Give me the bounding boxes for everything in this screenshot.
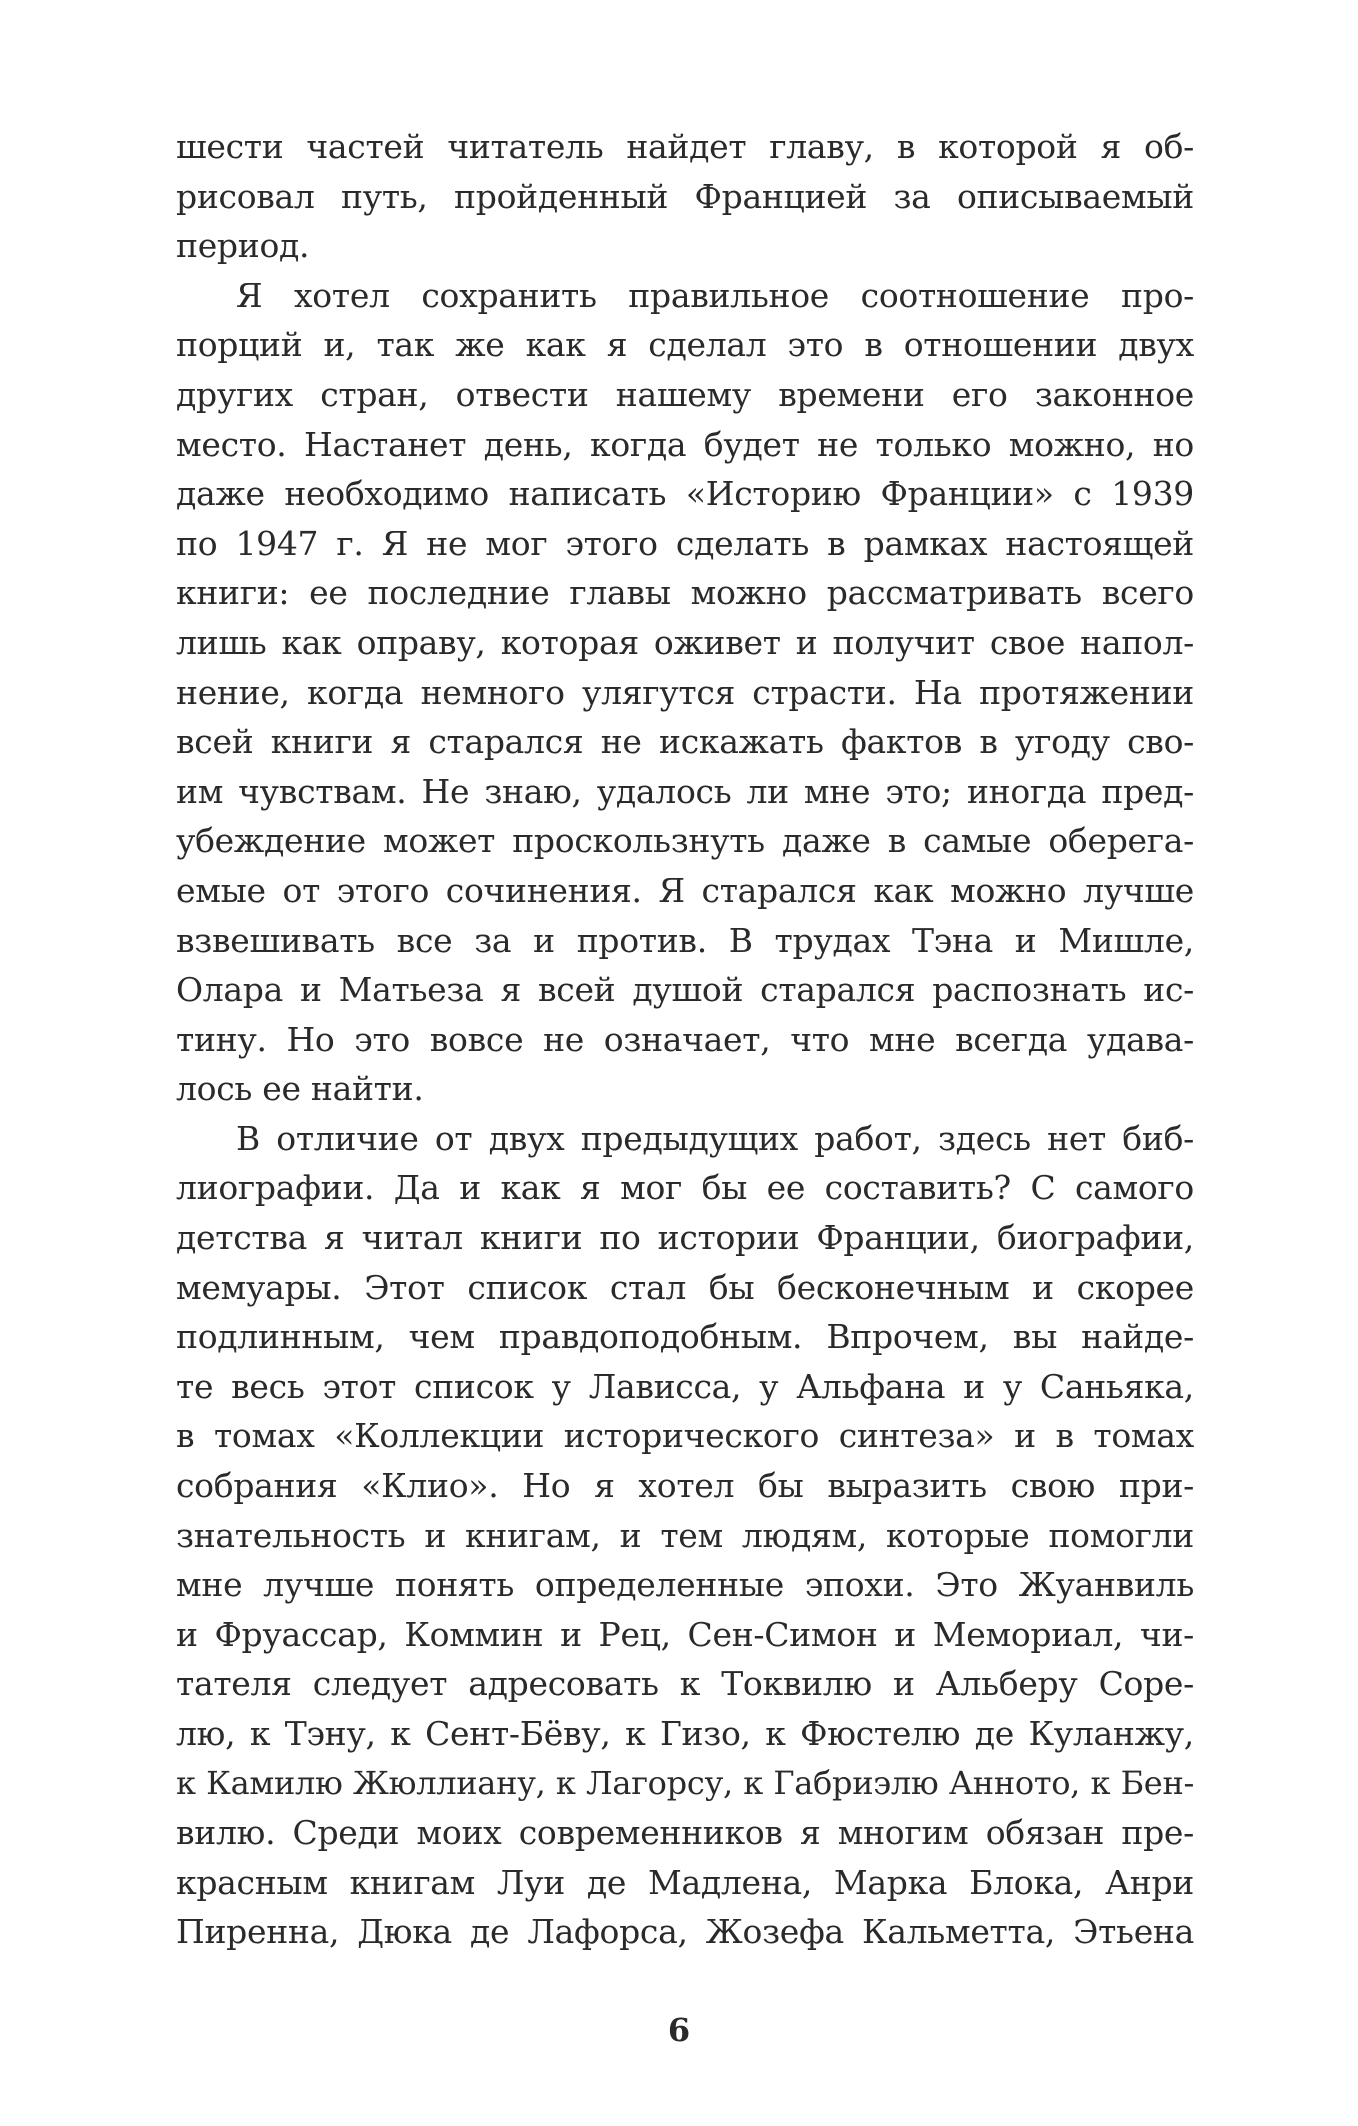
text-line: знательность и книгам, и тем людям, которые помогли [176, 1515, 1194, 1555]
text-line: собрания «Клио». Но я хотел бы выразить свою при- [176, 1466, 1194, 1506]
text-line: лиографии. Да и как я мог бы ее составить? С самого [176, 1168, 1194, 1208]
text-line: Пиренна, Дюка де Лафорса, Жозефа Кальметта, Этьена [176, 1912, 1194, 1952]
text-line: Я хотел сохранить правильное соотношение про- [236, 275, 1194, 315]
text-line: период. [176, 226, 310, 266]
text-line: лишь как оправу, которая оживет и получит свое напол- [176, 622, 1194, 662]
text-line: лось ее найти. [176, 1069, 424, 1109]
text-line: в томах «Коллекции исторического синтеза» и в томах [176, 1416, 1194, 1456]
text-line: мне лучше понять определенные эпохи. Это Жуанвиль [176, 1565, 1194, 1605]
text-line: лю, к Тэну, к Сент-Бёву, к Гизо, к Фюстелю де Куланжу, [176, 1714, 1194, 1753]
text-line: к Камилю Жюллиану, к Лагорсу, к Габриэлю Анното, к Бен- [176, 1763, 1194, 1802]
text-line: других стран, отвести нашему времени его законное [176, 374, 1194, 414]
text-line: всей книги я старался не искажать фактов в угоду сво- [176, 722, 1194, 762]
text-line: рисовал путь, пройденный Францией за описываемый [176, 176, 1194, 216]
text-line: емые от этого сочинения. Я старался как можно лучше [176, 870, 1194, 910]
text-line: нение, когда немного улягутся страсти. На протяжении [176, 672, 1194, 712]
text-line: и Фруассар, Коммин и Рец, Сен-Симон и Мемориал, чи- [176, 1614, 1194, 1654]
page-number: 6 [667, 2011, 691, 2049]
text-line: порций и, так же как я сделал это в отношении двух [176, 325, 1194, 365]
text-line: им чувствам. Не знаю, удалось ли мне это; иногда пред- [176, 771, 1194, 811]
text-line: мемуары. Этот список стал бы бесконечным и скорее [176, 1267, 1194, 1307]
text-line: подлинным, чем правдоподобным. Впрочем, вы найде- [176, 1317, 1194, 1357]
text-line: шести частей читатель найдет главу, в которой я об- [176, 127, 1194, 166]
text-line: В отличие от двух предыдущих работ, здесь нет биб- [236, 1118, 1194, 1158]
text-line: книги: ее последние главы можно рассматривать всего [176, 573, 1194, 613]
text-line: те весь этот список у Лависса, у Альфана и у Саньяка, [176, 1366, 1194, 1406]
text-line: вилю. Среди моих современников я многим обязан пре- [176, 1813, 1194, 1853]
text-line: тину. Но это вовсе не означает, что мне всегда удава- [176, 1019, 1194, 1059]
body-text [176, 122, 1194, 1957]
text-line: красным книгам Луи де Мадлена, Марка Блока, Анри [176, 1862, 1194, 1902]
text-line: место. Настанет день, когда будет не только можно, но [176, 424, 1194, 464]
text-line: убеждение может проскользнуть даже в самые оберега- [176, 821, 1194, 861]
text-line: даже необходимо написать «Историю Франции» с 1939 [176, 474, 1194, 514]
text-line: тателя следует адресовать к Токвилю и Альберу Соре- [176, 1664, 1194, 1704]
text-line: взвешивать все за и против. В трудах Тэна и Мишле, [176, 920, 1194, 960]
text-line: по 1947 г. Я не мог этого сделать в рамках настоящей [176, 523, 1194, 563]
text-line: детства я читал книги по истории Франции, биографии, [176, 1218, 1194, 1258]
text-line: Олара и Матьеза я всей душой старался распознать ис- [176, 970, 1194, 1010]
